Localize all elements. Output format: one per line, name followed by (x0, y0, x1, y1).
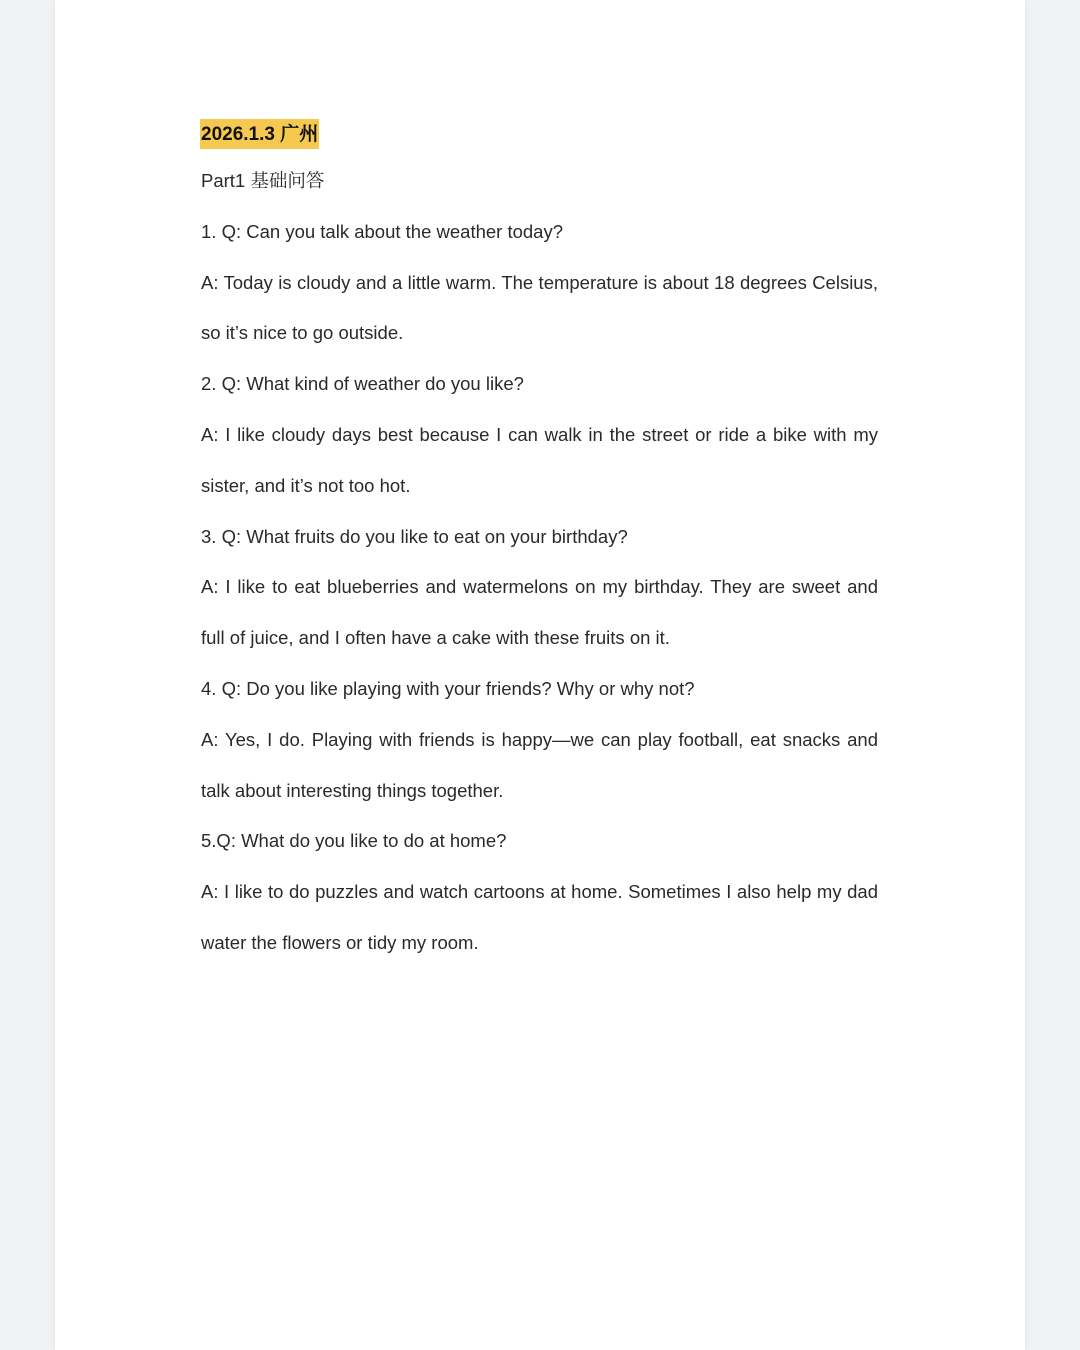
document-body (201, 112, 878, 969)
answer-5-line-2: water the flowers or tidy my room. (201, 931, 479, 953)
answer-5-line-1: A: I like to do puzzles and watch cartoons at home. Sometimes I also help my dad (201, 881, 878, 903)
date-location-heading: 2026.1.3 广州 (200, 119, 319, 149)
answer-1-line-2: so it’s nice to go outside. (201, 322, 404, 344)
question-3: 3. Q: What fruits do you like to eat on your birthday? (201, 525, 628, 547)
question-5: 5.Q: What do you like to do at home? (201, 830, 507, 852)
question-4: 4. Q: Do you like playing with your friends? Why or why not? (201, 677, 695, 699)
document-page (55, 0, 1025, 1350)
answer-2-line-2: sister, and it’s not too hot. (201, 474, 411, 496)
answer-3-line-2: full of juice, and I often have a cake with these fruits on it. (201, 627, 670, 649)
answer-4-line-1: A: Yes, I do. Playing with friends is happy—we can play football, eat snacks and (201, 728, 878, 750)
question-2: 2. Q: What kind of weather do you like? (201, 373, 524, 395)
answer-3-line-1: A: I like to eat blueberries and watermelons on my birthday. They are sweet and (201, 576, 878, 598)
answer-1-line-1: A: Today is cloudy and a little warm. The temperature is about 18 degrees Celsius, (201, 271, 878, 293)
question-1: 1. Q: Can you talk about the weather today? (201, 220, 564, 242)
answer-4-line-2: talk about interesting things together. (201, 779, 504, 801)
part-title: Part1 基础问答 (201, 170, 325, 191)
heading-line (201, 112, 878, 156)
answer-2-line-1: A: I like cloudy days best because I can walk in the street or ride a bike with my (201, 423, 878, 445)
